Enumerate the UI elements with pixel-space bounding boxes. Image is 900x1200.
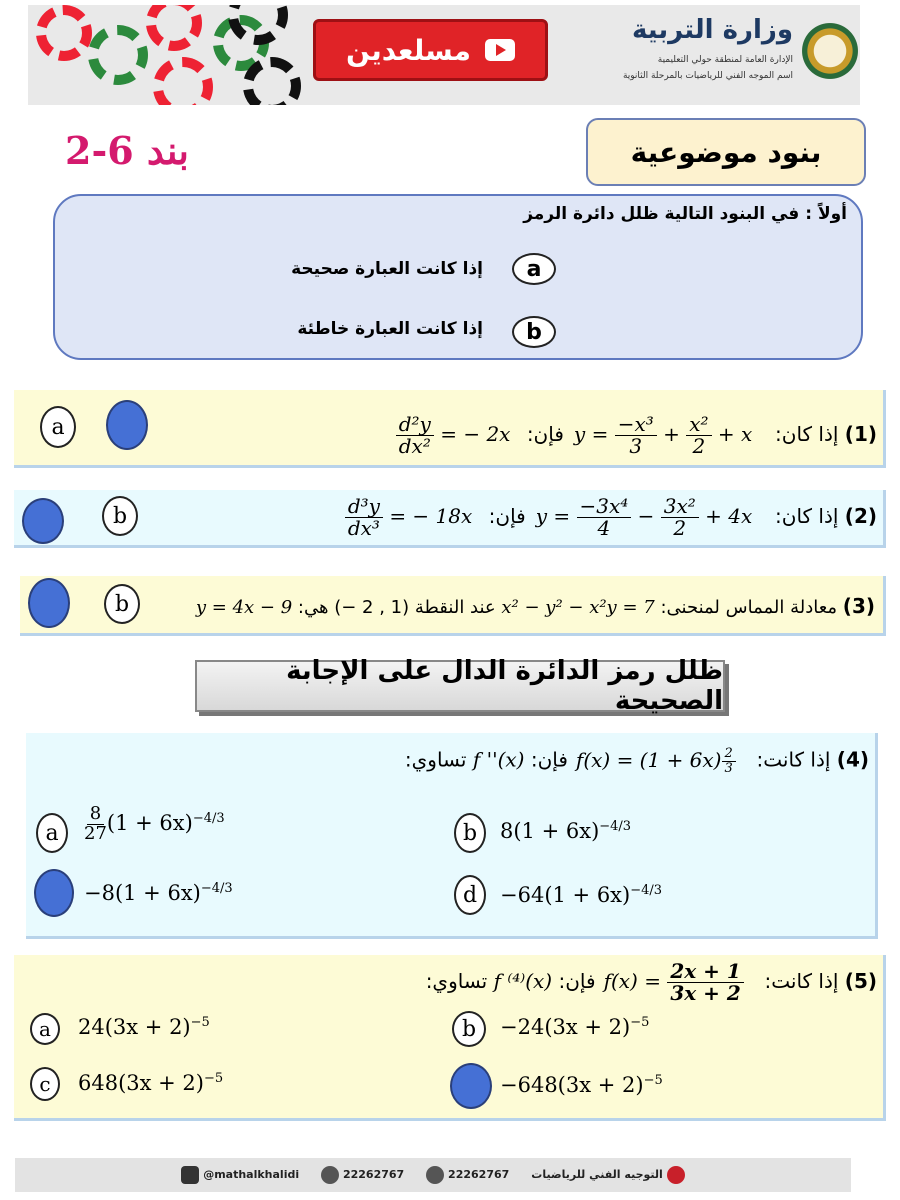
fax-icon	[426, 1166, 444, 1184]
q4-equals: تساوي:	[404, 747, 467, 772]
q2-minus: −	[637, 504, 655, 528]
ministry-sub2: اسم الموجه الفني للرياضيات بالمرحلة الثانوية	[622, 71, 793, 81]
q1-function	[573, 412, 759, 458]
q4-exp-den: 3	[724, 760, 733, 776]
section-2-banner: ظلل رمز الدائرة الدال على الإجابة الصحيحة	[195, 660, 725, 712]
q5-option-b[interactable]: b	[452, 1011, 486, 1047]
channel-label: مسلعدين	[346, 33, 471, 67]
q3-curve: x² − y² − x²y = 7	[501, 597, 655, 618]
q1-statement	[396, 414, 877, 457]
q2-t1-num: −3x⁴	[577, 496, 632, 518]
q4-statement	[405, 747, 869, 775]
question-4	[26, 733, 878, 939]
header-banner	[28, 5, 860, 105]
q4-option-b[interactable]: b	[454, 813, 486, 853]
ministry-sub1: الإدارة العامة لمنطقة حولي التعليمية	[657, 55, 793, 65]
gear-icon	[36, 5, 92, 61]
footer-item4: @mathalkhalidi	[203, 1168, 300, 1181]
q5-option-d-value	[500, 1073, 663, 1097]
q2-number: (2)	[844, 504, 877, 528]
q1-t1-den: 3	[629, 434, 643, 458]
q5-statement	[426, 961, 877, 1004]
q5-option-b-value	[500, 1015, 649, 1039]
q4-a-base: (1 + 6x)	[106, 810, 193, 835]
q2-if: إذا كان:	[775, 504, 839, 528]
instructions-heading: أولاً : في البنود التالية ظلل دائرة الرمز	[523, 204, 847, 224]
q5-derivative: f ⁽⁴⁾(x)	[493, 969, 553, 993]
q2-answer-filled[interactable]	[22, 498, 64, 544]
q4-option-d[interactable]: d	[454, 875, 486, 915]
instagram-icon	[181, 1166, 199, 1184]
q5-then: فإن:	[558, 969, 596, 993]
q4-option-b-value	[500, 819, 631, 843]
q4-number: (4)	[836, 747, 869, 772]
q4-then: فإن:	[530, 747, 568, 772]
q4-if: إذا كانت:	[756, 747, 831, 772]
q4-option-d-value	[500, 883, 662, 907]
q5-func-num: 2x + 1	[667, 961, 743, 983]
q2-d-den: dx³	[347, 516, 380, 540]
legend-b-text: إذا كانت العبارة خاطئة	[297, 319, 483, 339]
q3-answer-b[interactable]: b	[104, 584, 140, 624]
gear-icon	[153, 57, 213, 105]
q3-statement	[196, 594, 875, 618]
q3-answer: y = 4x − 9	[195, 597, 293, 618]
q4-c-exp: −4/3	[200, 881, 233, 896]
question-3	[20, 576, 886, 636]
q4-d-base: −64(1 + 6x)	[500, 883, 631, 907]
q3-answer-filled[interactable]	[28, 578, 70, 628]
q4-option-c-filled[interactable]	[34, 869, 74, 917]
question-2	[14, 490, 886, 548]
q5-function	[603, 959, 751, 1005]
legend-a-circle: a	[512, 253, 556, 285]
q2-then: فإن:	[488, 504, 526, 528]
q3-point: (1 , 2 −)	[334, 597, 410, 618]
q5-if: إذا كانت:	[764, 969, 839, 993]
section-title: بنود موضوعية	[586, 118, 866, 186]
gear-icon	[146, 5, 202, 51]
q1-answer-a[interactable]: a	[40, 406, 76, 448]
q2-term1	[577, 496, 632, 539]
q3-at: عند النقطة	[414, 597, 496, 618]
q5-equals: تساوي:	[425, 969, 488, 993]
q5-func-frac	[667, 961, 743, 1004]
q5-option-c[interactable]: c	[30, 1067, 60, 1101]
phone-icon	[321, 1166, 339, 1184]
q4-a-coef	[84, 805, 107, 844]
q5-a-base: 24(3x + 2)	[78, 1015, 191, 1039]
q5-func-lhs: f(x) =	[603, 969, 661, 993]
q1-number: (1)	[844, 422, 877, 446]
q1-term3: + x	[717, 422, 753, 446]
footer-org	[531, 1166, 684, 1184]
play-icon	[485, 39, 515, 61]
instructions-box	[53, 194, 863, 360]
q5-c-base: 648(3x + 2)	[78, 1071, 204, 1095]
q1-rhs: = − 2x	[440, 422, 511, 446]
footer-item1: التوجيه الفني للرياضيات	[531, 1168, 663, 1181]
q5-option-c-value	[78, 1071, 223, 1095]
q5-func-den: 3x + 2	[670, 981, 741, 1005]
q4-exp-num: 2	[722, 747, 736, 762]
q4-b-base: 8(1 + 6x)	[500, 819, 600, 843]
footer-handle	[181, 1166, 299, 1184]
question-1	[14, 390, 886, 468]
q5-c-exp: −5	[203, 1071, 224, 1086]
q1-t2-num: x²	[686, 414, 711, 436]
q2-answer-b[interactable]: b	[102, 496, 138, 536]
q1-term1	[615, 414, 657, 457]
ministry-logo-block	[558, 15, 793, 97]
kuwait-emblem-icon	[800, 15, 860, 95]
q1-d-den: dx²	[398, 434, 431, 458]
q1-t2-den: 2	[692, 434, 706, 458]
gear-icon	[243, 57, 301, 105]
q5-option-a-value	[78, 1015, 210, 1039]
q4-c-base: −8(1 + 6x)	[84, 881, 201, 905]
q4-derivative: f ''(x)	[472, 747, 525, 772]
q2-statement	[345, 496, 877, 539]
footer-item3: 22262767	[342, 1168, 405, 1181]
q1-lhs: y =	[573, 422, 609, 446]
ministry-name: وزارة التربية	[631, 15, 793, 45]
legend-a-text: إذا كانت العبارة صحيحة	[291, 259, 483, 279]
q2-term2	[661, 496, 699, 539]
q1-plus: +	[663, 422, 680, 446]
q3-text: معادلة المماس لمنحنى:	[660, 597, 838, 618]
q1-d-num: d²y	[396, 414, 434, 436]
q4-a-exp: −4/3	[192, 810, 225, 826]
footer-bar	[15, 1158, 851, 1192]
q5-b-exp: −5	[630, 1015, 650, 1030]
q4-function	[575, 746, 742, 776]
location-icon	[667, 1166, 685, 1184]
q2-dfrac	[345, 496, 383, 539]
q5-b-base: −24(3x + 2)	[500, 1015, 631, 1039]
q2-t2-num: 3x²	[661, 496, 699, 518]
q1-answer-filled[interactable]	[106, 400, 148, 450]
q1-term2	[686, 414, 711, 457]
q2-rhs: = − 18x	[389, 504, 473, 528]
q4-a-coef-num: 8	[87, 805, 104, 825]
q2-d-num: d³y	[345, 496, 383, 518]
q4-b-exp: −4/3	[599, 819, 632, 834]
footer-item2: 22262767	[448, 1168, 510, 1181]
q1-then: فإن:	[526, 422, 564, 446]
footer-phone1	[426, 1166, 509, 1184]
q4-d-exp: −4/3	[630, 883, 663, 898]
q3-number: (3)	[842, 594, 875, 618]
q5-a-exp: −5	[190, 1015, 210, 1030]
q2-t1-den: 4	[597, 516, 611, 540]
q3-is: هي:	[297, 597, 329, 618]
q2-derivative	[345, 494, 473, 540]
q5-d-base: −648(3x + 2)	[500, 1073, 644, 1097]
q4-option-c-value	[84, 881, 233, 905]
q2-function	[535, 494, 759, 540]
q5-number: (5)	[844, 969, 877, 993]
q4-option-a-value	[84, 805, 225, 844]
q2-t2-den: 2	[673, 516, 687, 540]
q1-t1-num: −x³	[615, 414, 657, 436]
q4-a-coef-den: 27	[84, 822, 107, 844]
q5-option-a[interactable]: a	[30, 1013, 60, 1045]
q4-func: f(x) = (1 + 6x)	[575, 747, 722, 772]
q5-d-exp: −5	[643, 1073, 663, 1088]
footer-phone2	[321, 1166, 404, 1184]
q2-term3: + 4x	[705, 504, 753, 528]
q5-option-d-filled[interactable]	[450, 1063, 492, 1109]
band-number: بند 6-2	[65, 128, 189, 173]
legend-b-circle: b	[512, 316, 556, 348]
q2-lhs: y =	[535, 504, 571, 528]
gear-icon	[88, 25, 148, 85]
question-5	[14, 955, 886, 1121]
q1-if: إذا كان:	[775, 422, 839, 446]
youtube-channel-button[interactable]	[313, 19, 548, 81]
q1-derivative	[396, 412, 511, 458]
q1-dfrac	[396, 414, 434, 457]
q4-option-a[interactable]: a	[36, 813, 68, 853]
